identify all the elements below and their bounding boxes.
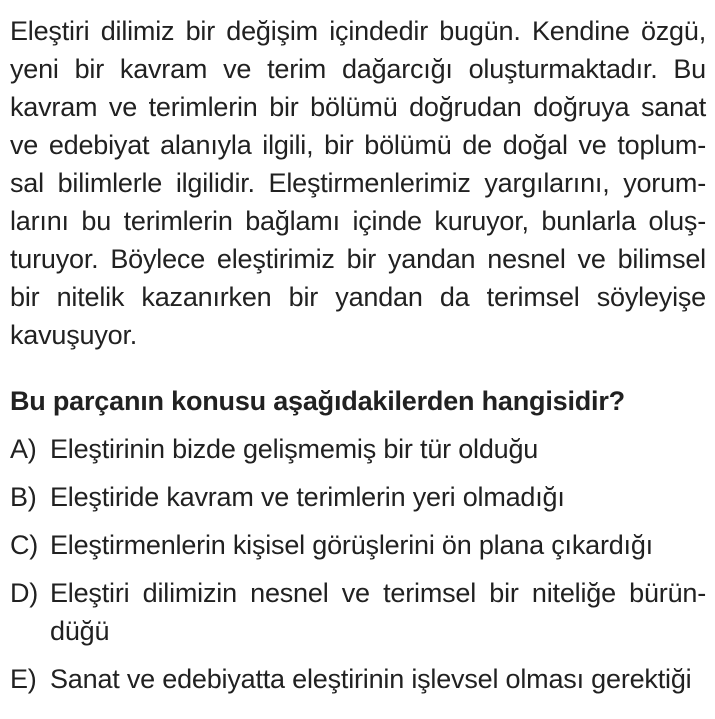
option-e-line: Sanat ve edebiyatta eleştirinin işlevsel olması gerektiği bbox=[50, 664, 692, 694]
option-a bbox=[10, 430, 706, 468]
option-d-line-continuation: düğü bbox=[50, 616, 110, 646]
option-b-line: Eleştiride kavram ve terimlerin yeri olmadığı bbox=[50, 482, 565, 512]
passage-line: Eleştiri dilimiz bir değişim içindedir bugün. Kendine özgü, bbox=[10, 16, 706, 46]
option-e-label: E) bbox=[10, 664, 37, 694]
option-d bbox=[10, 574, 706, 650]
option-c-line: Eleştirmenlerin kişisel görüşlerini ön plana çıkardığı bbox=[50, 530, 653, 560]
option-d-label: D) bbox=[10, 578, 39, 608]
passage-line: turuyor. Böylece eleştirimiz bir yandan nesnel ve bilimsel bbox=[10, 244, 706, 274]
passage-line: kavram ve terimlerin bir bölümü doğrudan doğruya sanat bbox=[10, 92, 706, 122]
option-b-text bbox=[50, 478, 706, 516]
option-d-text bbox=[50, 574, 706, 650]
options-list bbox=[10, 430, 706, 698]
option-e bbox=[10, 660, 706, 698]
passage-line: larını bu terimlerin bağlamı içinde kuruyor, bunlarla oluş- bbox=[10, 206, 706, 236]
option-a-text bbox=[50, 430, 706, 468]
option-a-label: A) bbox=[10, 434, 37, 464]
passage-line: bir nitelik kazanırken bir yandan da terimsel söyleyişe bbox=[10, 282, 706, 312]
option-c-label: C) bbox=[10, 530, 39, 560]
option-b bbox=[10, 478, 706, 516]
option-a-line: Eleştirinin bizde gelişmemiş bir tür olduğu bbox=[50, 434, 539, 464]
passage-line: yeni bir kavram ve terim dağarcığı oluşturmaktadır. Bu bbox=[10, 54, 706, 84]
passage bbox=[10, 12, 706, 354]
option-d-line: Eleştiri dilimizin nesnel ve terimsel bir niteliğe bürün- bbox=[50, 578, 706, 608]
option-b-label: B) bbox=[10, 482, 37, 512]
option-c-text bbox=[50, 526, 706, 564]
question-text: Bu parçanın konusu aşağıdakilerden hangisidir? bbox=[10, 386, 625, 416]
option-c bbox=[10, 526, 706, 564]
passage-line-last: kavuşuyor. bbox=[10, 320, 138, 350]
passage-line: sal bilimlerle ilgilidir. Eleştirmenlerimiz yargılarını, yorum- bbox=[10, 168, 706, 198]
option-e-text bbox=[50, 660, 706, 698]
passage-line: ve edebiyat alanıyla ilgili, bir bölümü de doğal ve toplum- bbox=[10, 130, 706, 160]
